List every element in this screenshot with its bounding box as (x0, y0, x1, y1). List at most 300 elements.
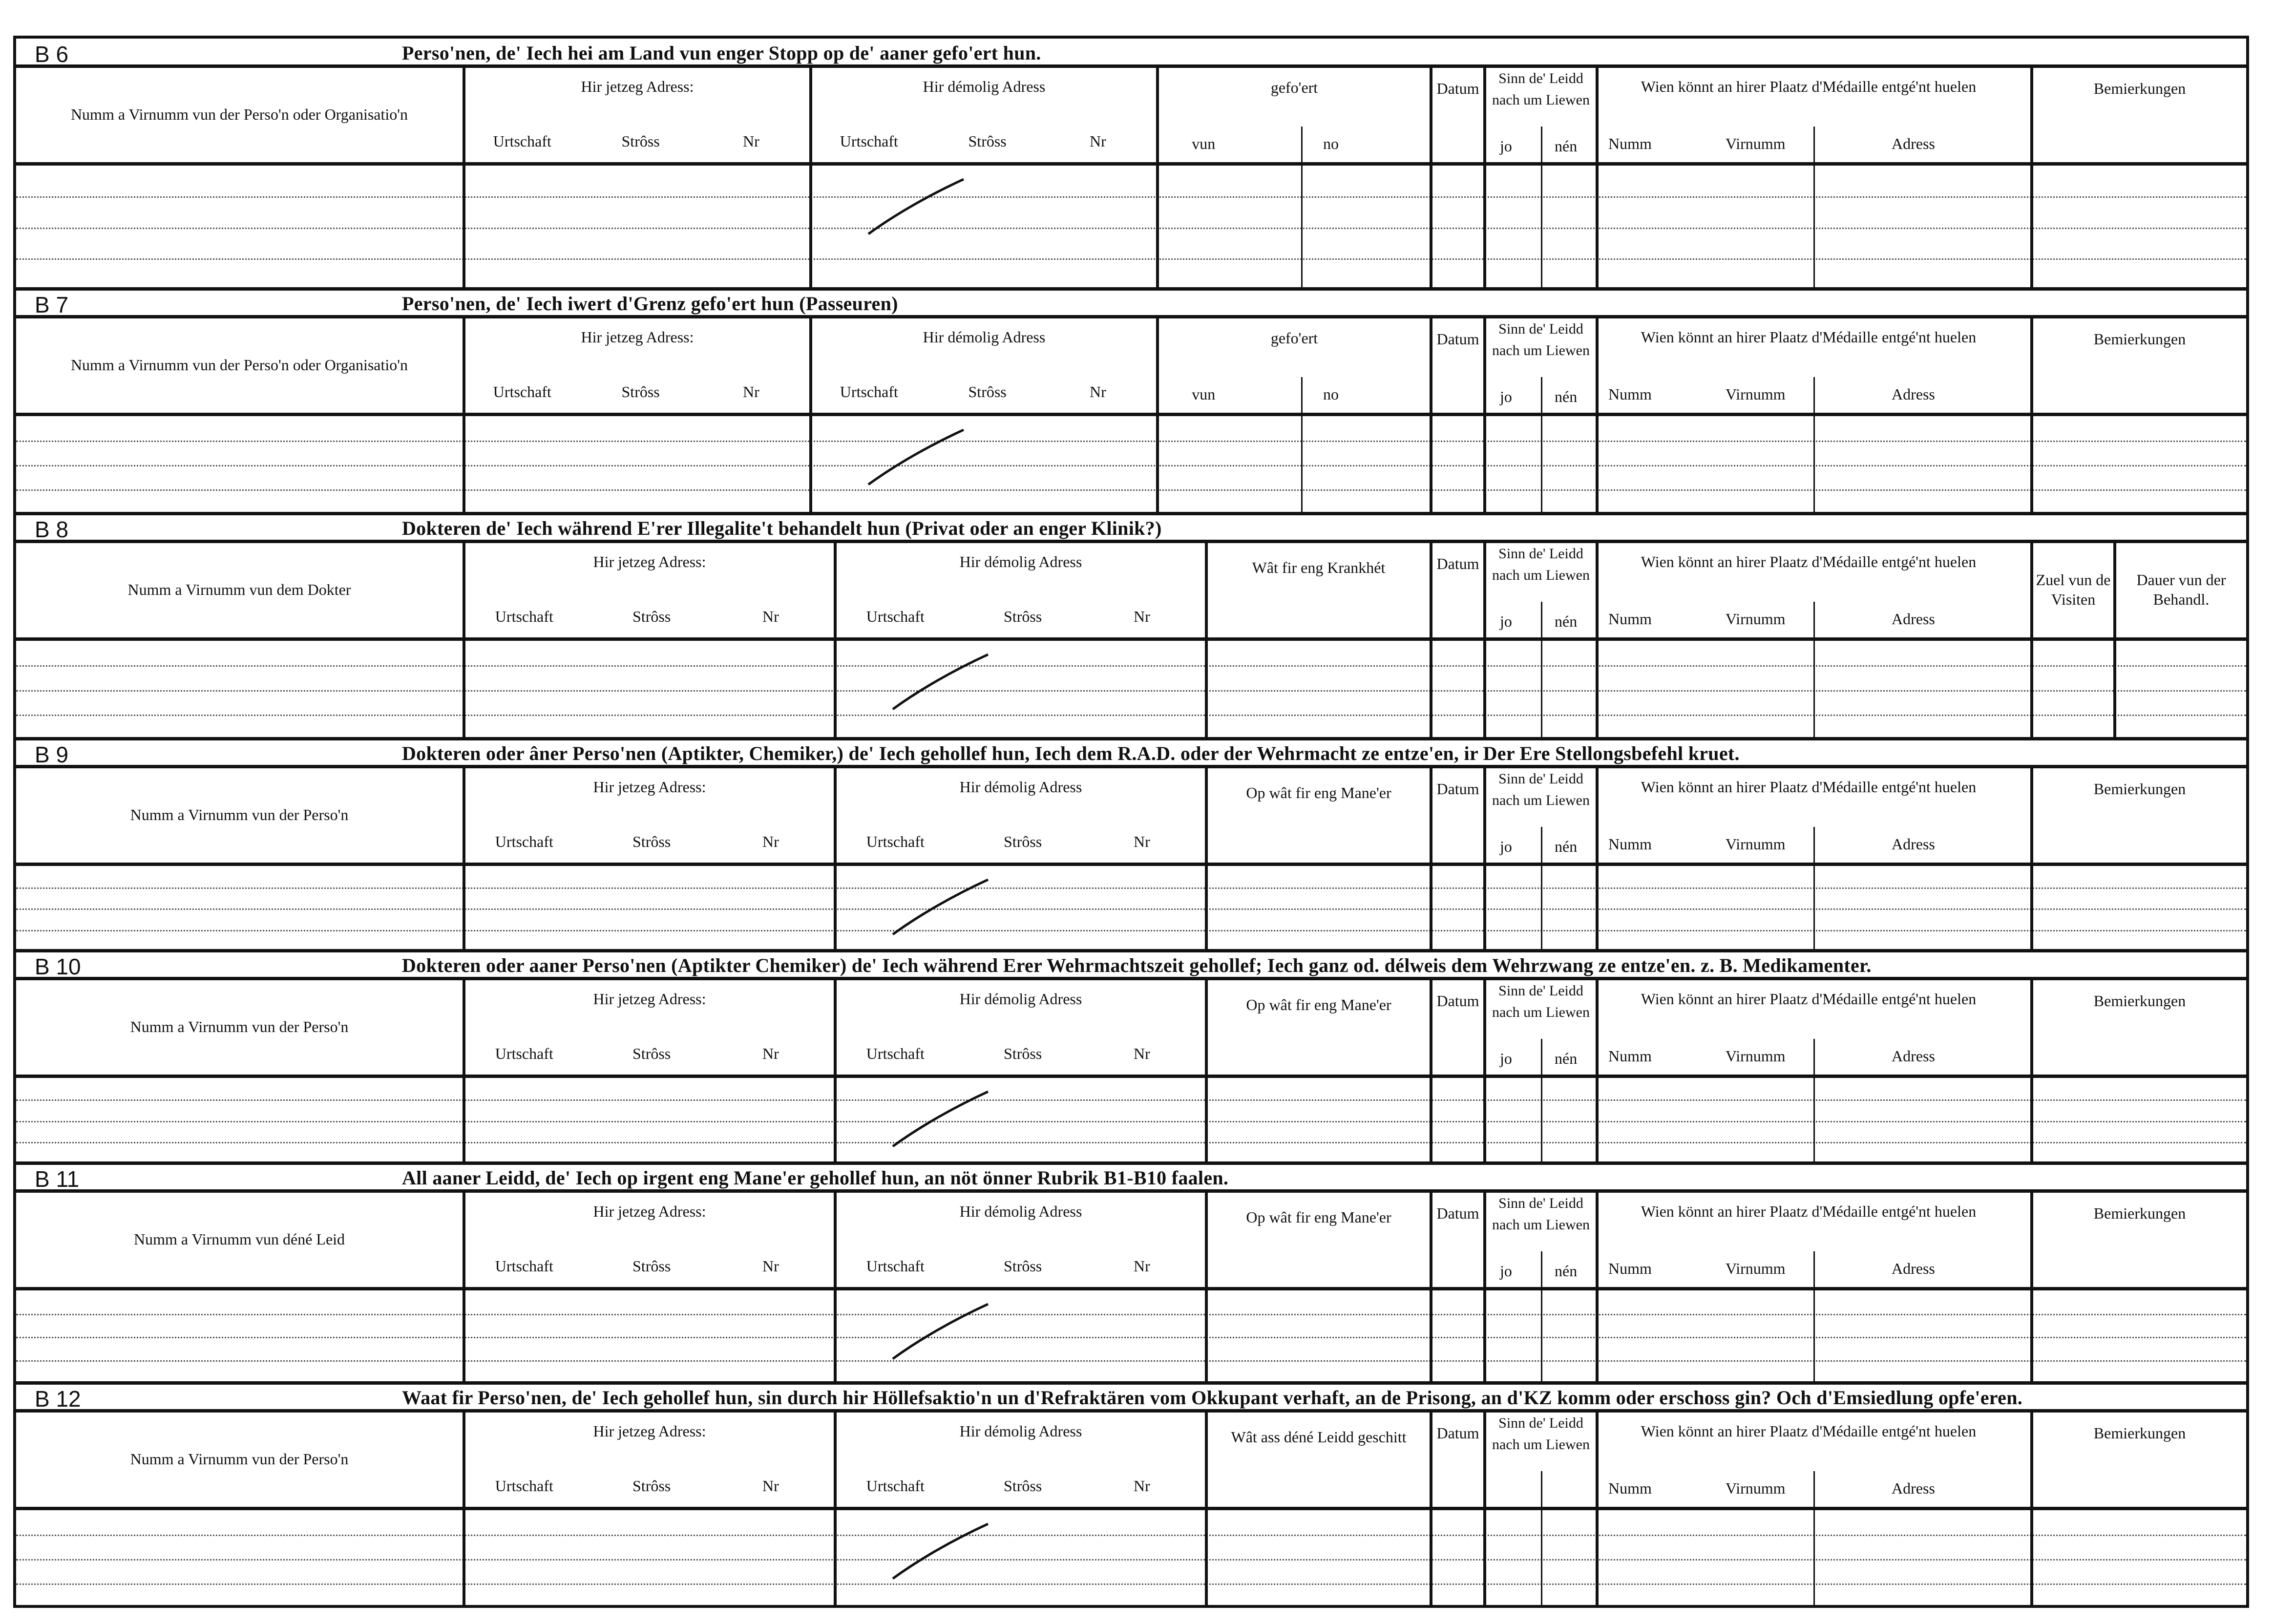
entry-row-line (16, 441, 2246, 442)
address-nr-sublabel: Nr (1134, 608, 1150, 625)
sub-column-divider (1301, 127, 1303, 166)
current-address-header (465, 1413, 837, 1507)
detail-column-label: gefo'ert (1270, 329, 1318, 347)
column-divider (1483, 1510, 1486, 1608)
alive-column-header (1486, 318, 1599, 413)
section-header (16, 543, 2246, 641)
entry-row-line (16, 887, 2246, 889)
alive-yes-sublabel: jo (1500, 1050, 1512, 1067)
current-address-header-label: Hir jetzeg Adress: (581, 328, 694, 346)
column-divider (834, 641, 837, 739)
entry-row-line (16, 1535, 2246, 1536)
sub-column-divider (1541, 602, 1542, 641)
name-column-header (16, 318, 465, 413)
recipient-name-sublabel: Numm (1608, 610, 1652, 628)
sub-column-divider (1813, 166, 1815, 289)
current-address-header-label: Hir jetzeg Adress: (593, 1422, 706, 1440)
column-divider (1205, 1510, 1208, 1608)
former-address-header (837, 768, 1208, 863)
column-divider (1596, 866, 1599, 951)
section-header (16, 1413, 2246, 1510)
recipient-address-sublabel: Adress (1892, 1479, 1935, 1497)
name-column-label: Numm a Virnumm vun déné Leid (133, 1230, 345, 1248)
section-b10 (16, 951, 2246, 1163)
medal-recipient-label: Wien könnt an hirer Plaatz d'Médaille entgé'nt huelen (1641, 778, 1977, 796)
recipient-firstname-sublabel: Virnumm (1726, 1047, 1786, 1065)
date-column-header (1432, 1413, 1486, 1507)
column-divider (1430, 416, 1432, 514)
section-title-row (16, 739, 2246, 768)
former-address-header-label: Hir démolig Adress (959, 990, 1082, 1008)
address-nr-sublabel: Nr (762, 1477, 779, 1495)
name-column-label: Numm a Virnumm vun der Perso'n (130, 806, 349, 823)
address-nr-sublabel: Nr (1134, 1257, 1150, 1275)
column-divider (834, 1510, 837, 1608)
remarks-column-label: Bemierkungen (2093, 330, 2186, 348)
alive-column-header (1486, 1193, 1599, 1287)
recipient-address-sublabel: Adress (1892, 385, 1935, 403)
detail-column-label: Op wât fir eng Mane'er (1246, 996, 1391, 1013)
current-address-header (465, 1193, 837, 1287)
alive-column-header (1486, 980, 1599, 1075)
section-b12 (16, 1383, 2246, 1608)
section-title: Dokteren oder aaner Perso'nen (Aptikter Chemiker) de' Iech während Erer Wehrmachtszeit gehollef; Iech ganz od. délweis dem Wehrzwang ze entze'en. z. B. Medikamenter. (402, 954, 1872, 976)
medal-recipient-label: Wien könnt an hirer Plaatz d'Médaille entgé'nt huelen (1641, 1422, 1977, 1440)
address-nr-sublabel: Nr (762, 833, 779, 850)
to-sublabel: no (1323, 385, 1339, 403)
name-column-header (16, 1413, 465, 1507)
alive-column-header (1486, 68, 1599, 162)
section-code: B 10 (35, 954, 81, 979)
entry-area[interactable] (16, 1510, 2246, 1608)
recipient-address-sublabel: Adress (1892, 835, 1935, 853)
entry-row-line (16, 1121, 2246, 1122)
remarks-column-header (2033, 980, 2246, 1075)
name-column-label: Numm a Virnumm vun der Perso'n (130, 1018, 349, 1035)
section-b8 (16, 514, 2246, 739)
sub-column-divider (1813, 377, 1815, 416)
medal-recipient-header (1599, 980, 2033, 1075)
sub-column-divider (1541, 166, 1542, 289)
section-title: Waat fir Perso'nen, de' Iech gehollef hun, sin durch hir Höllefsaktio'n un d'Refraktären vom Okkupant verhaft, an de Prisong, an d'KZ komm oder erschoss gin? Och d'Emsiedlung opfe'eren. (402, 1387, 2023, 1409)
former-address-header (812, 68, 1159, 162)
address-street-sublabel: Strôss (632, 1257, 671, 1275)
section-title: Dokteren oder âner Perso'nen (Aptikter, Chemiker,) de' Iech gehollef hun, Iech dem R.A.D. oder der Wehrmacht ze entze'en, ir Der Ere Stellongsbefehl kruet. (402, 742, 1740, 764)
sub-column-divider (1541, 1251, 1542, 1290)
entry-row-line (16, 690, 2246, 692)
remarks-column-header (2033, 1193, 2246, 1287)
address-street-sublabel: Strôss (632, 1045, 671, 1062)
current-address-header-label: Hir jetzeg Adress: (593, 553, 706, 570)
column-divider (463, 1290, 465, 1383)
address-place-sublabel: Urtschaft (495, 608, 553, 625)
current-address-header-label: Hir jetzeg Adress: (593, 990, 706, 1008)
detail-column-header (1208, 543, 1432, 637)
remarks-column-header (2033, 68, 2246, 162)
column-divider (1430, 866, 1432, 951)
sub-column-divider (1541, 866, 1542, 951)
section-header (16, 318, 2246, 416)
sub-column-divider (1541, 1290, 1542, 1383)
address-street-sublabel: Strôss (968, 383, 1007, 401)
treatment-duration-header (2116, 543, 2246, 637)
alive-column-header (1486, 543, 1599, 637)
alive-column-header (1486, 768, 1599, 863)
medal-recipient-header (1599, 1413, 2033, 1507)
entry-row-line (16, 1314, 2246, 1315)
sub-column-divider (1813, 416, 1815, 514)
recipient-address-sublabel: Adress (1892, 135, 1935, 152)
address-nr-sublabel: Nr (1134, 1477, 1150, 1495)
column-divider (463, 166, 465, 289)
column-divider (2030, 1510, 2033, 1608)
column-divider (2030, 1290, 2033, 1383)
section-header (16, 980, 2246, 1078)
alive-column-label: Sinn de' Leidd nach um Liewen (1492, 771, 1590, 808)
column-divider (1596, 641, 1599, 739)
former-address-header-label: Hir démolig Adress (959, 778, 1082, 796)
current-address-header-label: Hir jetzeg Adress: (593, 778, 706, 796)
current-address-header (465, 543, 837, 637)
detail-column-header (1208, 1193, 1432, 1287)
remarks-column-label: Bemierkungen (2093, 1424, 2186, 1442)
pen-strike-mark (866, 426, 973, 489)
recipient-address-sublabel: Adress (1892, 1047, 1935, 1065)
date-column-label: Datum (1436, 330, 1479, 348)
column-divider (1596, 1510, 1599, 1608)
entry-area[interactable] (16, 1290, 2246, 1383)
address-place-sublabel: Urtschaft (866, 1257, 925, 1275)
name-column-header (16, 768, 465, 863)
section-code: B 11 (35, 1166, 80, 1192)
column-divider (1205, 1078, 1208, 1163)
column-divider (463, 641, 465, 739)
entry-row-line (16, 1559, 2246, 1561)
address-street-sublabel: Strôss (632, 1477, 671, 1495)
alive-no-sublabel: nén (1555, 1262, 1578, 1280)
entry-area[interactable] (16, 866, 2246, 951)
sub-column-divider (1813, 1290, 1815, 1383)
sub-column-divider (1541, 1078, 1542, 1163)
sub-column-divider (1541, 127, 1542, 166)
column-divider (2030, 1078, 2033, 1163)
section-title-row (16, 1383, 2246, 1413)
address-nr-sublabel: Nr (762, 1045, 779, 1062)
column-divider (1430, 166, 1432, 289)
remarks-column-label: Bemierkungen (2093, 780, 2186, 798)
name-column-label: Numm a Virnumm vun der Perso'n oder Organisatio'n (70, 105, 408, 123)
alive-column-label: Sinn de' Leidd nach um Liewen (1492, 983, 1590, 1020)
sub-column-divider (1301, 377, 1303, 416)
current-address-header (465, 68, 812, 162)
column-divider (1156, 166, 1159, 289)
date-column-label: Datum (1436, 992, 1479, 1010)
section-title: Dokteren de' Iech während E'rer Illegalite't behandelt hun (Privat oder an enger Klinik?) (402, 517, 1162, 539)
address-nr-sublabel: Nr (1134, 833, 1150, 850)
medal-recipient-label: Wien könnt an hirer Plaatz d'Médaille entgé'nt huelen (1641, 78, 1977, 95)
alive-column-label: Sinn de' Leidd nach um Liewen (1492, 546, 1590, 583)
recipient-firstname-sublabel: Virnumm (1726, 1260, 1786, 1277)
section-code: B 9 (35, 742, 69, 767)
former-address-header (837, 980, 1208, 1075)
address-place-sublabel: Urtschaft (866, 608, 925, 625)
alive-yes-sublabel: jo (1500, 388, 1512, 405)
sub-column-divider (1813, 127, 1815, 166)
visits-column-header (2033, 543, 2116, 637)
from-sublabel: vun (1192, 385, 1216, 403)
address-place-sublabel: Urtschaft (840, 383, 898, 401)
column-divider (1596, 1290, 1599, 1383)
column-divider (2030, 166, 2033, 289)
column-divider (1483, 1078, 1486, 1163)
column-divider (1596, 416, 1599, 514)
alive-no-sublabel: nén (1555, 137, 1578, 155)
detail-column-header (1208, 1413, 1432, 1507)
entry-row-line (16, 930, 2246, 931)
entry-row-line (16, 715, 2246, 716)
section-header (16, 768, 2246, 866)
section-title-row (16, 39, 2246, 68)
sub-column-divider (1541, 416, 1542, 514)
address-place-sublabel: Urtschaft (495, 1477, 553, 1495)
column-divider (2030, 866, 2033, 951)
recipient-firstname-sublabel: Virnumm (1726, 135, 1786, 152)
sub-column-divider (1813, 641, 1815, 739)
recipient-firstname-sublabel: Virnumm (1726, 610, 1786, 628)
section-header (16, 1193, 2246, 1290)
entry-row-line (16, 1360, 2246, 1362)
detail-column-label: gefo'ert (1270, 79, 1318, 96)
pen-strike-mark (890, 1520, 998, 1583)
alive-yes-sublabel: jo (1500, 137, 1512, 155)
entry-row-line (16, 465, 2246, 466)
recipient-address-sublabel: Adress (1892, 610, 1935, 628)
recipient-name-sublabel: Numm (1608, 835, 1652, 853)
address-nr-sublabel: Nr (1090, 132, 1106, 150)
entry-area[interactable] (16, 641, 2246, 739)
former-address-header (812, 318, 1159, 413)
column-divider (1430, 1078, 1432, 1163)
column-divider (809, 166, 812, 289)
medal-recipient-label: Wien könnt an hirer Plaatz d'Médaille entgé'nt huelen (1641, 1202, 1977, 1220)
date-column-header (1432, 68, 1486, 162)
entry-row-line (16, 489, 2246, 491)
sub-column-divider (1813, 1251, 1815, 1290)
column-divider (463, 416, 465, 514)
entry-area[interactable] (16, 166, 2246, 289)
alive-yes-sublabel: jo (1500, 838, 1512, 855)
sub-column-divider (1301, 416, 1303, 514)
name-column-label: Numm a Virnumm vun der Perso'n oder Organisatio'n (70, 356, 408, 374)
date-column-header (1432, 768, 1486, 863)
sub-column-divider (1541, 1039, 1542, 1078)
entry-row-line (16, 908, 2246, 910)
column-divider (1430, 641, 1432, 739)
column-divider (1156, 416, 1159, 514)
section-title-row (16, 514, 2246, 543)
alive-column-label: Sinn de' Leidd nach um Liewen (1492, 1195, 1590, 1233)
medal-recipient-label: Wien könnt an hirer Plaatz d'Médaille entgé'nt huelen (1641, 553, 1977, 570)
former-address-header-label: Hir démolig Adress (959, 1422, 1082, 1440)
visits-column-label: Zuel vun de Visiten (2036, 571, 2111, 608)
remarks-column-header (2033, 768, 2246, 863)
column-divider (1596, 166, 1599, 289)
date-column-label: Datum (1436, 780, 1479, 798)
alive-no-sublabel: nén (1555, 388, 1578, 405)
detail-column-label: Wât fir eng Krankhét (1252, 559, 1386, 576)
recipient-name-sublabel: Numm (1608, 1479, 1652, 1497)
section-title: Perso'nen, de' Iech hei am Land vun enger Stopp op de' aaner gefo'ert hun. (402, 42, 1041, 64)
address-street-sublabel: Strôss (1004, 833, 1042, 850)
name-column-label: Numm a Virnumm vun der Perso'n (130, 1450, 349, 1468)
alive-column-label: Sinn de' Leidd nach um Liewen (1492, 70, 1590, 108)
recipient-firstname-sublabel: Virnumm (1726, 835, 1786, 853)
entry-area[interactable] (16, 416, 2246, 514)
address-street-sublabel: Strôss (968, 132, 1007, 150)
name-column-header (16, 543, 465, 637)
detail-column-header (1208, 980, 1432, 1075)
column-divider (834, 866, 837, 951)
sub-column-divider (1301, 166, 1303, 289)
address-place-sublabel: Urtschaft (495, 1257, 553, 1275)
name-column-header (16, 68, 465, 162)
current-address-header-label: Hir jetzeg Adress: (593, 1202, 706, 1220)
column-divider (1483, 866, 1486, 951)
recipient-address-sublabel: Adress (1892, 1260, 1935, 1277)
former-address-header-label: Hir démolig Adress (923, 328, 1046, 346)
column-divider (1205, 866, 1208, 951)
name-column-header (16, 1193, 465, 1287)
address-place-sublabel: Urtschaft (866, 1477, 925, 1495)
column-divider (463, 1078, 465, 1163)
entry-row-line (16, 665, 2246, 667)
pen-strike-mark (866, 175, 973, 239)
medal-recipient-header (1599, 318, 2033, 413)
sub-column-divider (1541, 641, 1542, 739)
column-divider (809, 416, 812, 514)
column-divider (1430, 1510, 1432, 1608)
alive-no-sublabel: nén (1555, 1050, 1578, 1067)
former-address-header (837, 1413, 1208, 1507)
date-column-label: Datum (1436, 1204, 1479, 1222)
date-column-header (1432, 980, 1486, 1075)
former-address-header-label: Hir démolig Adress (959, 1202, 1082, 1220)
detail-column-label: Op wât fir eng Mane'er (1246, 1208, 1391, 1226)
column-divider (2113, 641, 2116, 739)
column-divider (1205, 641, 1208, 739)
recipient-name-sublabel: Numm (1608, 385, 1652, 403)
address-nr-sublabel: Nr (743, 132, 759, 150)
pen-strike-mark (890, 1088, 998, 1151)
former-address-header (837, 1193, 1208, 1287)
column-divider (1596, 1078, 1599, 1163)
pen-strike-mark (890, 876, 998, 939)
remarks-column-header (2033, 318, 2246, 413)
former-address-header (837, 543, 1208, 637)
name-column-header (16, 980, 465, 1075)
current-address-header (465, 768, 837, 863)
column-divider (1483, 641, 1486, 739)
to-sublabel: no (1323, 135, 1339, 152)
sub-column-divider (1541, 1510, 1542, 1608)
entry-area[interactable] (16, 1078, 2246, 1163)
column-divider (1483, 1290, 1486, 1383)
treatment-duration-label: Dauer vun der Behandl. (2136, 571, 2226, 608)
sub-column-divider (1813, 1471, 1815, 1510)
address-place-sublabel: Urtschaft (493, 383, 551, 401)
column-divider (2030, 416, 2033, 514)
current-address-header (465, 318, 812, 413)
current-address-header (465, 980, 837, 1075)
address-street-sublabel: Strôss (621, 383, 660, 401)
alive-no-sublabel: nén (1555, 838, 1578, 855)
section-title-row (16, 289, 2246, 318)
recipient-name-sublabel: Numm (1608, 135, 1652, 152)
section-header (16, 68, 2246, 166)
alive-column-label: Sinn de' Leidd nach um Liewen (1492, 321, 1590, 359)
sub-column-divider (1813, 1039, 1815, 1078)
name-column-label: Numm a Virnumm vun dem Dokter (127, 581, 351, 598)
date-column-header (1432, 1193, 1486, 1287)
from-sublabel: vun (1192, 135, 1216, 152)
date-column-header (1432, 318, 1486, 413)
address-place-sublabel: Urtschaft (493, 132, 551, 150)
alive-column-header (1486, 1413, 1599, 1507)
sub-column-divider (1813, 827, 1815, 866)
address-street-sublabel: Strôss (632, 608, 671, 625)
remarks-column-label: Bemierkungen (2093, 992, 2186, 1010)
section-code: B 6 (35, 42, 69, 67)
detail-column-header (1208, 768, 1432, 863)
date-column-label: Datum (1436, 1424, 1479, 1442)
address-place-sublabel: Urtschaft (495, 1045, 553, 1062)
address-nr-sublabel: Nr (762, 1257, 779, 1275)
entry-row-line (16, 1583, 2246, 1585)
current-address-header-label: Hir jetzeg Adress: (581, 78, 694, 95)
sub-column-divider (1813, 866, 1815, 951)
medal-recipient-header (1599, 543, 2033, 637)
medal-recipient-header (1599, 1193, 2033, 1287)
column-divider (834, 1078, 837, 1163)
form-sheet (13, 36, 2249, 1608)
address-place-sublabel: Urtschaft (866, 1045, 925, 1062)
section-b7 (16, 289, 2246, 514)
section-b11 (16, 1163, 2246, 1383)
section-title: All aaner Leidd, de' Iech op irgent eng Mane'er gehollef hun, an nöt önner Rubrik B1-B10 faalen. (402, 1167, 1229, 1189)
address-place-sublabel: Urtschaft (495, 833, 553, 850)
recipient-firstname-sublabel: Virnumm (1726, 1479, 1786, 1497)
section-b6 (16, 39, 2246, 289)
medal-recipient-header (1599, 68, 2033, 162)
alive-no-sublabel: nén (1555, 612, 1578, 630)
address-nr-sublabel: Nr (1090, 383, 1106, 401)
medal-recipient-header (1599, 768, 2033, 863)
medal-recipient-label: Wien könnt an hirer Plaatz d'Médaille entgé'nt huelen (1641, 990, 1977, 1008)
address-street-sublabel: Strôss (632, 833, 671, 850)
remarks-column-label: Bemierkungen (2093, 1204, 2186, 1222)
recipient-name-sublabel: Numm (1608, 1047, 1652, 1065)
column-divider (2030, 641, 2033, 739)
address-place-sublabel: Urtschaft (866, 833, 925, 850)
date-column-label: Datum (1436, 80, 1479, 97)
entry-row-line (16, 1099, 2246, 1101)
alive-yes-sublabel: jo (1500, 612, 1512, 630)
entry-row-line (16, 1142, 2246, 1143)
sub-column-divider (1813, 602, 1815, 641)
column-divider (1205, 1290, 1208, 1383)
pen-strike-mark (890, 651, 998, 714)
address-nr-sublabel: Nr (1134, 1045, 1150, 1062)
